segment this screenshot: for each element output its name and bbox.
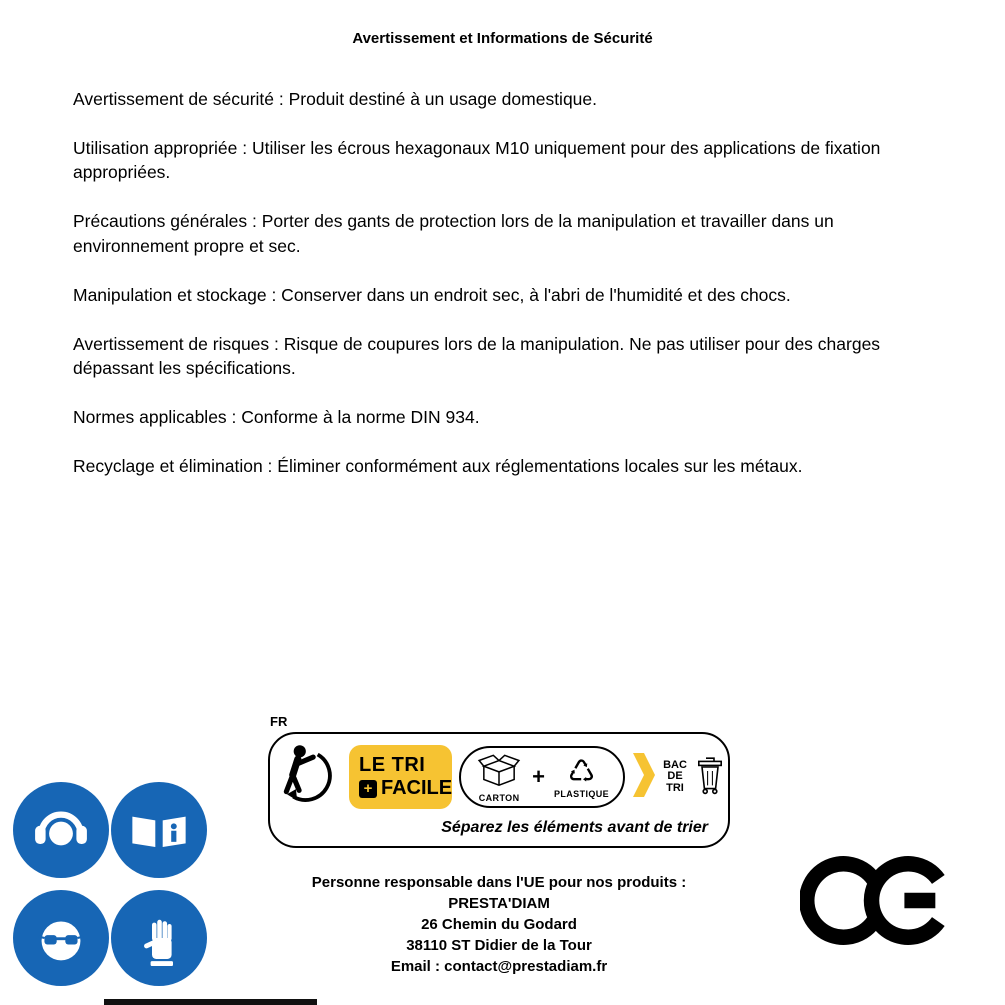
- street-address: 26 Chemin du Godard: [421, 916, 577, 933]
- plastique-material: [553, 753, 610, 799]
- responsible-person-block: [268, 872, 730, 977]
- paragraph-appropriate-use: Utilisation appropriée : Utiliser les écrous hexagonaux M10 uniquement pour des applications de fixation appropriées.: [73, 138, 881, 183]
- country-label: FR: [270, 714, 288, 729]
- paragraph-safety-warning: Avertissement de sécurité : Produit destiné à un usage domestique.: [73, 89, 598, 109]
- carton-box-icon: [475, 752, 523, 792]
- page-title: Avertissement et Informations de Sécurité: [352, 30, 653, 47]
- ce-marking-icon: [800, 852, 945, 954]
- email-address: Email : contact@prestadiam.fr: [390, 958, 608, 975]
- plastique-label: PLASTIQUE: [553, 788, 610, 799]
- city-address: 38110 ST Didier de la Tour: [406, 937, 592, 954]
- paragraph-risk-warning: Avertissement de risques : Risque de coupures lors de la manipulation. Ne pas utiliser pour des charges dépassant les spécifications.: [73, 333, 881, 378]
- triman-icon: [278, 740, 342, 815]
- bac-line-3: TRI: [666, 781, 684, 794]
- bac-de-tri-text: [663, 760, 687, 795]
- company-name: PRESTA'DIAM: [448, 895, 550, 912]
- sorting-info-label: [268, 714, 730, 848]
- eye-protection-icon: [13, 890, 109, 986]
- recycling-triangle-icon: ♺: [567, 753, 596, 789]
- mandatory-pictograms: [13, 782, 207, 986]
- bac-line-2: DE: [667, 770, 683, 783]
- sorting-tagline: Séparez les éléments avant de trier: [441, 819, 708, 836]
- carton-material: [475, 752, 523, 803]
- paragraph-general-precautions: Précautions générales : Porter des gants de protection lors de la manipulation et travailler dans un environnement propre et sec.: [73, 211, 834, 256]
- ear-protection-icon: [13, 782, 109, 878]
- le-tri-facile-badge: [349, 745, 452, 809]
- sorting-info-pill: [268, 732, 730, 848]
- paragraph-standards: Normes applicables : Conforme à la norme DIN 934.: [73, 407, 480, 428]
- read-manual-icon: [111, 782, 207, 878]
- paragraph-recycling: Recyclage et élimination : Éliminer conformément aux réglementations locales sur les métaux.: [73, 456, 803, 477]
- materials-oval: [459, 746, 625, 808]
- safety-paragraphs: [73, 87, 932, 478]
- bac-line-1: BAC: [663, 758, 687, 771]
- hand-protection-icon: [111, 890, 207, 986]
- plus-separator: +: [532, 764, 545, 789]
- carton-label: CARTON: [478, 792, 520, 803]
- cropped-black-bar: [104, 999, 317, 1005]
- facile-text: FACILE: [381, 777, 453, 799]
- paragraph-handling-storage: Manipulation et stockage : Conserver dans un endroit sec, à l'abri de l'humidité et des chocs.: [73, 284, 791, 305]
- waste-bin-icon: [694, 749, 726, 806]
- responsible-line: Personne responsable dans l'UE pour nos produits :: [311, 874, 687, 891]
- plus-badge-icon: +: [359, 780, 377, 798]
- chevron-right-icon: [632, 748, 656, 807]
- le-tri-text: LE TRI: [359, 754, 426, 776]
